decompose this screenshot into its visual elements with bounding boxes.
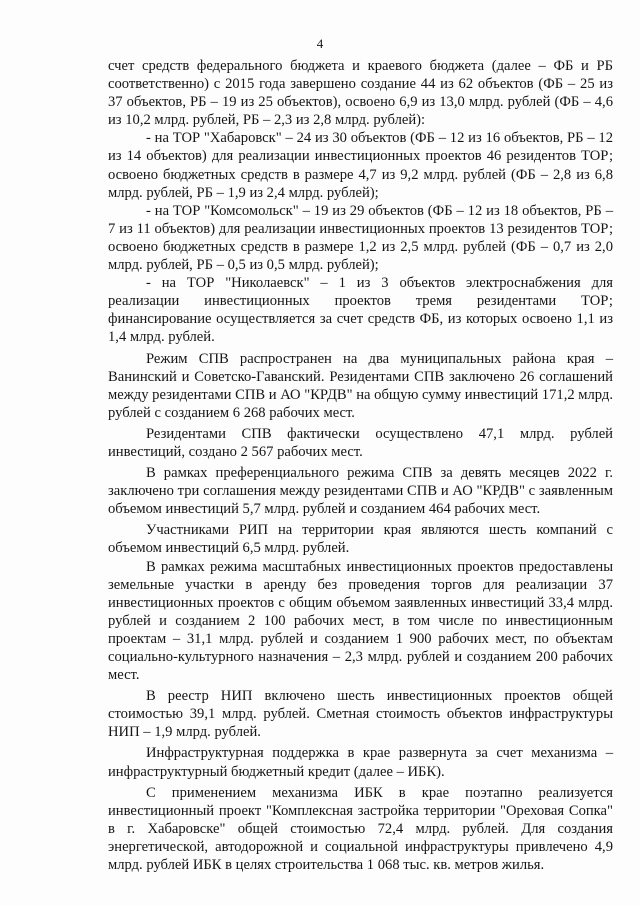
paragraph-ibk: Инфраструктурная поддержка в крае развернута за счет механизма – инфраструктурный бюджетный кредит (далее – ИБК).: [108, 745, 613, 780]
paragraph-orekhovaya-sopka: С применением механизма ИБК в крае поэтапно реализуется инвестиционный проект "Комплексная застройка территории "Ореховая Сопка" в г. Хабаровске" общей стоимостью 72,4 млрд. рублей. Для создания энергетической, автодорожной и социальной инфраструктуры привлечено 4,9 млрд. рублей ИБК в целях строительства 1 068 тыс. кв. метров жилья.: [108, 784, 613, 874]
paragraph-rip: Участниками РИП на территории края являются шесть компаний с объемом инвестиций 6,5 млрд. рублей.: [108, 522, 613, 557]
paragraph-tor-nikolaevsk: - на ТОР "Николаевск" – 1 из 3 объектов электроснабжения для реализации инвестиционных проектов тремя резидентами ТОР; финансирование осуществляется за счет средств ФБ, из которых освоено 1,1 из 1,4 млрд. рублей.: [108, 275, 613, 346]
paragraph-nip: В реестр НИП включено шесть инвестиционных проектов общей стоимостью 39,1 млрд. рублей. Сметная стоимость объектов инфраструктуры НИП – 1,9 млрд. рублей.: [108, 688, 613, 741]
paragraph-continuation: счет средств федерального бюджета и краевого бюджета (далее – ФБ и РБ соответственно) с 2015 года завершено создание 44 из 62 объектов (ФБ – 25 из 37 объектов, РБ – 19 из 25 объектов), освоено 6,9 из 13,0 млрд. рублей (ФБ – 4,6 из 10,2 млрд. рублей, РБ – 2,3 из 2,8 млрд. рублей):: [108, 58, 613, 129]
paragraph-large-projects: В рамках режима масштабных инвестиционных проектов предоставлены земельные участки в аренду без проведения торгов для реализации 37 инвестиционных проектов с общим объемом заявленных инвестиций 33,4 млрд. рублей и созданием 2 100 рабочих мест, в том числе по инвестиционным проектам – 31,1 млрд. рублей и созданием 1 900 рабочих мест, по объектам социально-культурного назначения – 2,3 млрд. рублей и созданием 200 рабочих мест.: [108, 558, 613, 684]
paragraph-spv-residents: Резидентами СПВ фактически осуществлено 47,1 млрд. рублей инвестиций, создано 2 567 рабочих мест.: [108, 425, 613, 460]
document-body: [108, 57, 613, 874]
paragraph-spv-regime: Режим СПВ распространен на два муниципальных района края – Ванинский и Советско-Гаванский. Резидентами СПВ заключено 26 соглашений между резидентами СПВ и АО "КРДВ" на общую сумму инвестиций 171,2 млрд. рублей с созданием 6 268 рабочих мест.: [108, 350, 613, 421]
paragraph-tor-khabarovsk: - на ТОР "Хабаровск" – 24 из 30 объектов (ФБ – 12 из 16 объектов, РБ – 12 из 14 объектов) для реализации инвестиционных проектов 46 резидентов ТОР; освоено бюджетных средств в размере 4,7 из 9,2 млрд. рублей (ФБ – 2,8 из 6,8 млрд. рублей, РБ – 1,9 из 2,4 млрд. рублей);: [108, 130, 613, 201]
paragraph-spv-2022: В рамках преференциального режима СПВ за девять месяцев 2022 г. заключено три соглашения между резидентами СПВ и АО "КРДВ" с заявленным объемом инвестиций 5,7 млрд. рублей и созданием 464 рабочих мест.: [108, 465, 613, 518]
page-number: 4: [316, 36, 324, 51]
paragraph-tor-komsomolsk: - на ТОР "Комсомольск" – 19 из 29 объектов (ФБ – 12 из 18 объектов, РБ – 7 из 11 объектов) для реализации инвестиционных проектов 13 резидентов ТОР; освоено бюджетных средств в размере 1,2 из 2,5 млрд. рублей (ФБ – 0,7 из 2,0 млрд. рублей, РБ – 0,5 из 0,5 млрд. рублей);: [108, 202, 613, 274]
